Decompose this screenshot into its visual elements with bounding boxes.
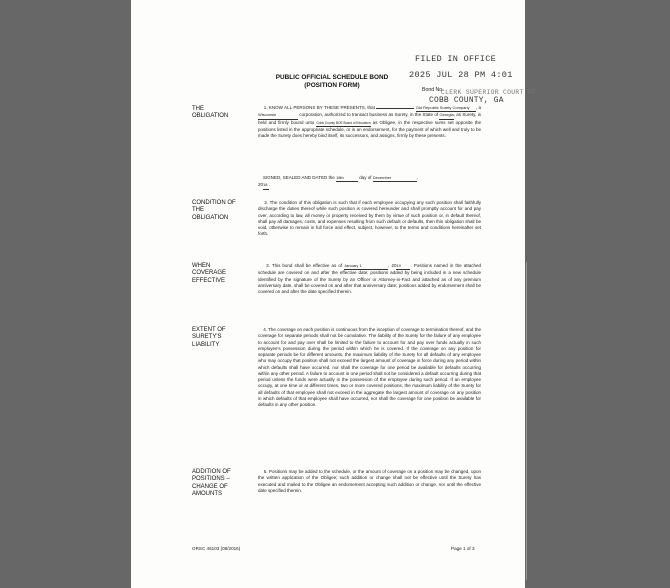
paragraph-obligation: 1. KNOW ALL PERSONS BY THESE PRESENTS, that Old Republic Surety Company , a Wisconsin corporation, authorized to transact business as Surety, in the State of Georgia, as Surety, is held and firmly bound unto Cobb County BOE Board of Education as Obligee, in the respective sums set opposite the positions listed in the appropriate schedule, or in an endorsement, for the payment of which well and truly to be made the Surety does hereby bind itself, its successors, and assigns, firmly by these presents. bbox=[258, 105, 481, 138]
bond-subtitle: (POSITION FORM) bbox=[304, 82, 360, 89]
principal-state: Wisconsin bbox=[258, 112, 298, 119]
label-addition: ADDITION OF POSITIONS – CHANGE OF AMOUNTS bbox=[192, 469, 231, 498]
scan-edge-line bbox=[526, 262, 527, 580]
principal-name: Old Republic Surety Company bbox=[416, 105, 476, 112]
filed-stamp-line1: FILED IN OFFICE bbox=[415, 54, 497, 64]
signed-year: 18 bbox=[263, 182, 269, 189]
page-number: Page 1 of 3 bbox=[451, 546, 475, 551]
label-obligation: THE OBLIGATION bbox=[192, 106, 229, 120]
signed-line: SIGNED, SEALED AND DATED the 18th day of December , 2018 . bbox=[258, 175, 481, 190]
label-condition: CONDITION OF THE OBLIGATION bbox=[192, 200, 236, 221]
effective-date: January 1 bbox=[344, 263, 388, 270]
signed-month: December bbox=[373, 175, 417, 182]
paragraph-liability: 4. The coverage on each position is continuous from the inception of coverage to termination thereof, and the coverage for separate periods shall not be cumulative. The liability of the Surety for the failure of any employee to account for and pay over shall be limited to the failure to account for and pay over funds actually in such employee's possession during the period within which he is covered. If the coverage on any position for separate periods be for different amounts, the maximum liability of the Surety for all defaults of any employee who may occupy that position shall not exceed the largest amount of coverage in force during any period within which defaults shall have occurred, nor shall the coverage for one period be available for defaults occurring within any other period. A failure to account in one period shall not be considered a default occurring during that period unless the funds were actually in the possession of the employee during such period. If an employee occupy, at one time or at different times, two or more covered positions, the maximum liability of the Surety for all defaults of that employee shall not exceed in the aggregate the largest amount of coverage on any position in which defaults of that employee shall have occurred, nor shall the coverage for one position be available for defaults in any other position. bbox=[258, 327, 481, 407]
bond-number-label: Bond No. bbox=[422, 87, 444, 93]
filed-stamp-line2: 2025 JUL 28 PM 4:01 bbox=[409, 70, 513, 80]
label-liability: EXTENT OF SURETY'S LIABILITY bbox=[192, 327, 226, 348]
document-page bbox=[131, 0, 537, 588]
signed-day: 18th bbox=[336, 175, 358, 182]
filed-stamp-line3: CLERK SUPERIOR COURT OF bbox=[441, 89, 537, 96]
form-number: ORSC 46103 (08/2016) bbox=[192, 546, 241, 551]
paragraph-coverage-effective: 3. This bond shall be effective as of January 1 , 2019 . Positions named in the attached schedule are covered on and after the effective date; positions added by being included in a new schedule identified by the signature of the Surety by an Officer or Attorney-in-Fact and attached as of any premium anniversary date, shall be covered on and after that anniversary date; positions added by endorsement shall be covered on and after the date specified therein. bbox=[258, 263, 481, 294]
obligee-name: Cobb County BOE Board of Education bbox=[316, 120, 370, 127]
paragraph-addition: 5. Positions may be added to the schedule, or the amount of coverage on a position may be changed, upon the written application of the Obligee; such addition or change shall not be effective until the Surety has executed and mailed to the Obligee an endorsement accepting such addition or change, nor until the effective date specified therein. bbox=[258, 469, 481, 493]
label-coverage-effective: WHEN COVERAGE EFFECTIVE bbox=[192, 263, 227, 284]
filed-stamp-line4: COBB COUNTY, GA bbox=[429, 97, 504, 105]
paragraph-condition: 2. The condition of this obligation is such that if each employee occupying any such position shall faithfully discharge the duties thereof while such position is covered hereunder and shall promptly account for and pay over, according to law, all money or property received by them by virtue of such position or, in default thereof, shall pay all damages, costs, and expenses resulting from such default or defaults, then this obligation shall be void, otherwise to remain in full force and effect, subject, however, to the terms and conditions hereinafter set forth. bbox=[258, 200, 481, 237]
bond-title: PUBLIC OFFICIAL SCHEDULE BOND bbox=[275, 74, 389, 81]
effective-year: 19 bbox=[396, 263, 410, 270]
